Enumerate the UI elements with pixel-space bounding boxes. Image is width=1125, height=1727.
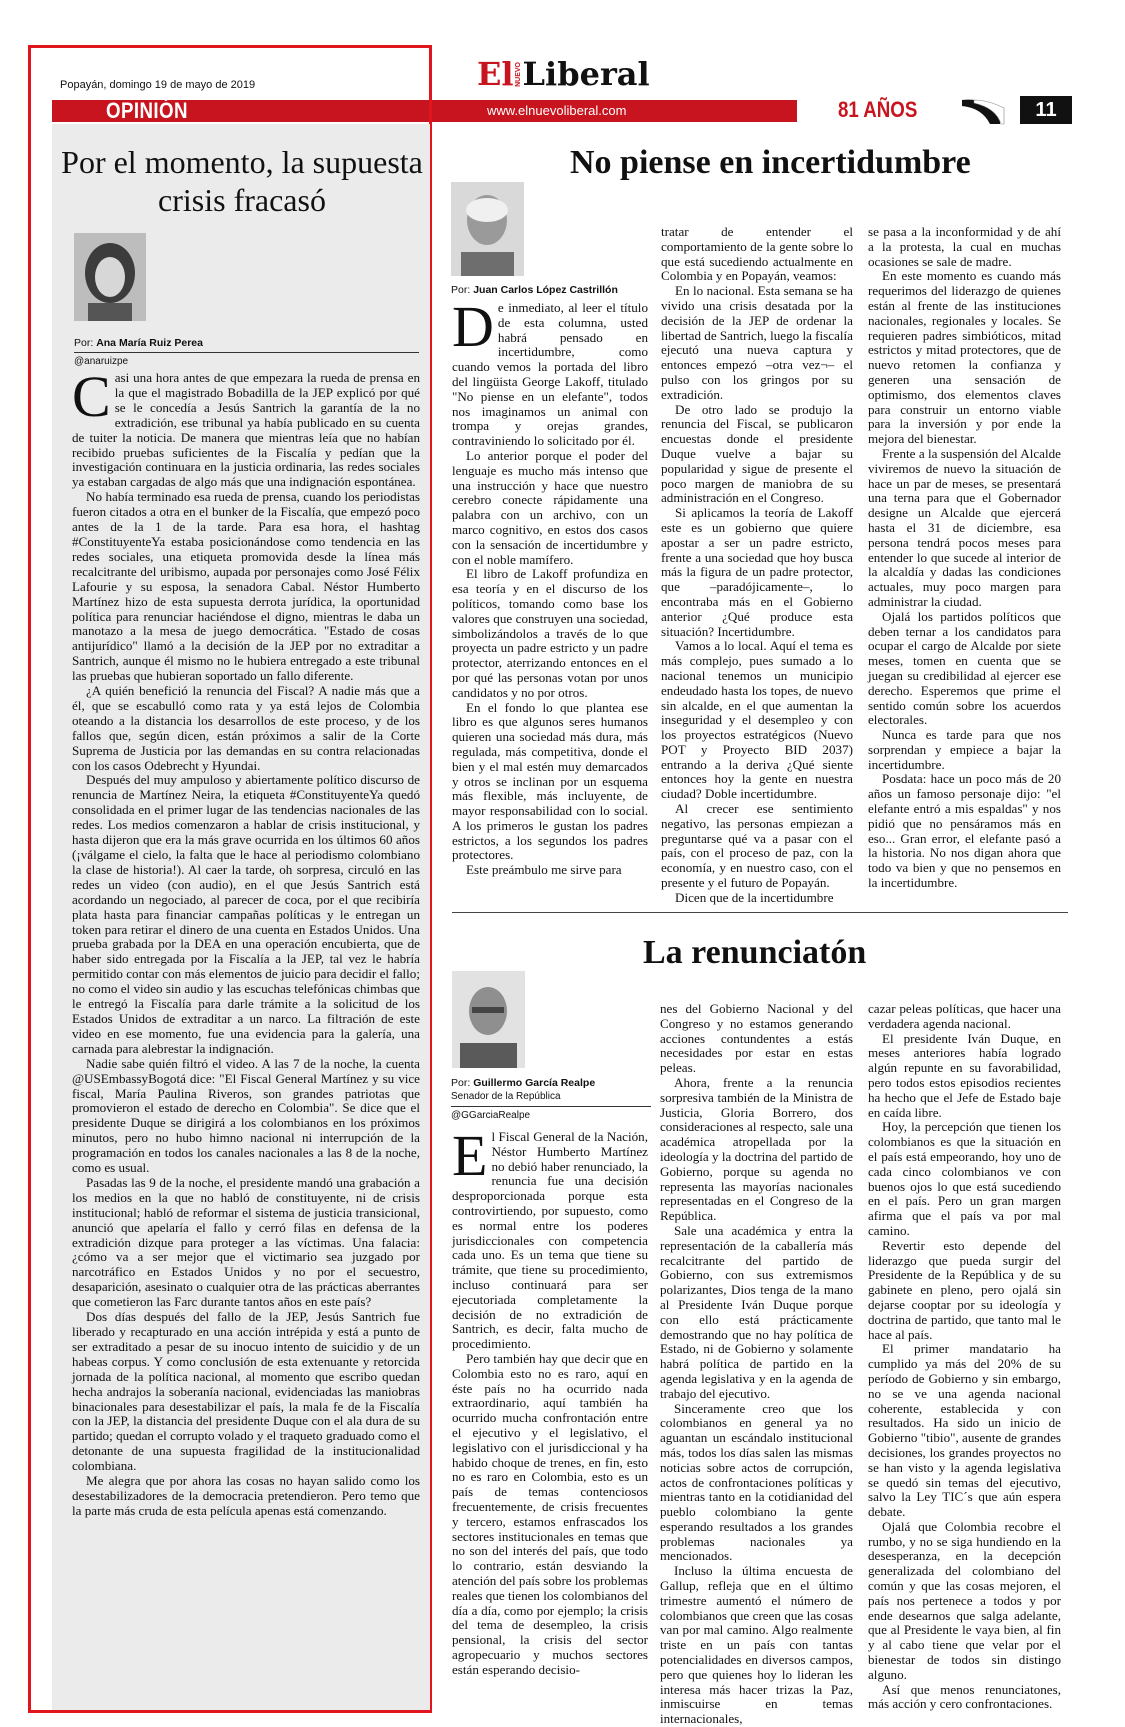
paragraph-text: Posdata: hace un poco más de 20 años un famoso personaje dijo: "el elefante entró a mis espaldas" y nos pidió que no pensáramos más en eso... Gran error, el elefante pasó a la historia. No nos digan ahora que todo va bien y que no pensemos en la incertidumbre. <box>868 771 1061 891</box>
paragraph-text: nes del Gobierno Nacional y del Congreso y no estamos generando acciones contundentes a estás necesidades por estar en estas peleas. <box>660 1001 853 1076</box>
paragraph-text: Me alegra que por ahora las cosas no hayan salido como los desestabilizadores de la democracia pretendieron. Pero temo que la parte más cruda de esta película apenas está comenzando. <box>72 1473 420 1518</box>
paragraph-text: En este momento es cuando más requerimos del liderazgo de quienes están al frente de las instituciones nacionales, regionales y locales. Se requieren padres simbióticos, mitad estrictos y mitad protectores, que de nuevo retomen la confianza y generen una sensación de optimismo, dos elementos claves para construir un entorno viable para la inversión y por ende la mejora del bienestar. <box>868 268 1061 447</box>
article2-column-3 <box>868 225 1061 903</box>
paragraph-text: ¿A quién benefició la renuncia del Fiscal? A nadie más que a él, que se escabulló como rata y ya está lejos de Colombia oteando a la distancia los desarrollos de este proceso, y de los fallos que, según dicen, están próximos a salir de la Corte Suprema de Justicia por las demandas en su contra relacionadas con los casos Odebrecht y Hyundai. <box>72 683 420 773</box>
author2-photo <box>451 182 524 276</box>
paragraph <box>868 1120 1061 1238</box>
article3-title: La renunciatón <box>643 934 867 971</box>
paragraph-text: Incluso la última encuesta de Gallup, refleja que en el último trimestre aumentó el número de colombianos que creen que las cosas van por mal camino. Algo realmente triste en un país con tantas potencialidades en diversos campos, pero que quienes hoy lo lideran les interesa más hacer trizas la Paz, inmiscuirse en temas internacionales, <box>660 1563 853 1727</box>
paragraph <box>72 684 420 773</box>
website-url[interactable]: www.elnuevoliberal.com <box>487 103 627 118</box>
paragraph-text: l Fiscal General de la Nación, Néstor Humberto Martínez no debió haber renunciado, la renuncia fue una decisión desproporcionada porque esta controvirtiendo, por supuesto, como es normal entre los poderes jurisdiccionales con competencia cada uno. Es un tema que tiene su trámite, que tiene su procedimiento, incluso continuará para ser ejecutoriada completamente la decisión de no extradición de Santrich, es decir, falta mucho de procedimiento. <box>452 1129 648 1352</box>
paragraph <box>868 772 1061 890</box>
paragraph-text: El primer mandatario ha cumplido ya más del 20% de su período de Gobierno y sin embargo, no se ve una agenda nacional coherente, establecida y con resultados. Ha sido un inicio de Gobierno "tibio", ausente de grandes decisiones, los grandes proyectos no se han visto y la agenda legislativa se quedó sin temas del ejecutivo, salvo la Ley TIC´s que aún espera debate. <box>868 1341 1061 1520</box>
drop-cap: E <box>452 1123 488 1188</box>
paragraph-text: Nadie sabe quién filtró el video. A las 7 de la noche, la cuenta @USEmbassyBogotá dice: "El Fiscal General Martínez y su vice fiscal, María Paulina Riveros, son grandes patriotas que promovieron el estado de derecho en Colombia". Se dice que el presidente Duque se dirigirá a los colombianos en los próximos minutos, pero no hubo himno nacional ni interrupción de la programación en todos los canales nacionales a las 8 de la noche, como es usual. <box>72 1055 420 1176</box>
paragraph <box>661 284 853 402</box>
paragraph <box>868 447 1061 610</box>
article3-column-1 <box>452 1123 648 1710</box>
paragraph <box>868 269 1061 447</box>
paragraph-text: Nunca es tarde para que nos sorprendan y empiece a bajar la incertidumbre. <box>868 727 1061 772</box>
article3-column-3 <box>868 1002 1061 1710</box>
byline-divider <box>451 1106 651 1107</box>
paragraph-text: Dicen que de la incertidumbre <box>675 889 834 905</box>
paragraph <box>660 1076 853 1224</box>
paragraph-text: Ojalá los partidos políticos que deben ternar a los candidatos para ocupar el cargo de Alcalde por siete meses, tomen en cuenta que se juegan su credibilidad al ejercer ese derecho. Esperemos que prime el sentido común sobre los acuerdos electorales. <box>868 608 1061 728</box>
article-separator <box>452 912 1068 913</box>
author1-photo <box>74 233 146 321</box>
paragraph-text: tratar de entender el comportamiento de la gente sobre lo que está sucediendo actualmente en Colombia y en Popayán, veamos: <box>661 224 853 284</box>
logo-el: El <box>477 55 514 93</box>
drop-cap: D <box>452 294 494 359</box>
paragraph-text: Sale una académica y entra la representación de la caballería más recalcitrante del partido de Gobierno, con sus extremismos polarizantes, Dios tenga de la mano al Presidente Iván Duque porque con ello está prácticamente demostrando que no hay política de Estado, ni de Gobierno y solamente habrá política de partido en la agenda legislativa y en la agenda de trabajo del ejecutivo. <box>660 1222 853 1401</box>
paragraph-text: Pero también hay que decir que en Colombia esto no es raro, aquí en éste país no ha ocurrido nada extraordinario, aquí también ha ocurrido mucha confrontación entre el ejecutivo y el legislativo, el legislativo con el jurisdiccional y ha habido choque de trenes, en fin, esto no es raro en Colombia, esto es un país de temas contenciosos frecuentemente, de crisis frecuentes y tercero, estamos enfrascados los sectores institucionales en temas que no son del interés del país, que todo lo contrario, están desviando la atención del país sobre los problemas reales que tienen los colombianos del día a día, como por ejemplo; la crisis del tema de desempleo, la crisis pensional, la crisis del sector agropecuario y muchos sectores están esperando decisio- <box>452 1350 648 1677</box>
paragraph-text: cazar peleas políticas, que hacer una verdadera agenda nacional. <box>868 1001 1061 1031</box>
article1-handle[interactable]: @anaruizpe <box>74 356 129 367</box>
paragraph <box>868 1002 1061 1032</box>
paragraph-text: En lo nacional. Esta semana se ha vivido una crisis desatada por la decisión de la JEP de ordenar la libertad de Santrich, luego la fiscalía ejecutó una nueva captura y entonces empezó –otra vez¬– el pulso con los gringos por su extradición. <box>661 283 853 402</box>
paragraph <box>868 1342 1061 1520</box>
paragraph-text: El presidente Iván Duque, en meses anteriores había logrado algún repunte en su favorabilidad, pero todos estos episodios recientes ha hecho que el Jefe de Estado baje en caída libre. <box>868 1030 1061 1120</box>
article1-byline <box>74 336 419 369</box>
paragraph <box>661 403 853 507</box>
paragraph <box>452 863 648 878</box>
paragraph-text: Este preámbulo me sirve para <box>466 862 622 878</box>
article1-title: Por el momento, la supuesta crisis fracasó <box>61 144 423 218</box>
article2-column-1 <box>452 294 648 903</box>
paragraph <box>452 1352 648 1678</box>
article1-author: Ana María Ruiz Perea <box>96 337 203 349</box>
paragraph <box>660 1224 853 1402</box>
paragraph <box>868 1683 1061 1713</box>
paragraph <box>72 1474 420 1519</box>
paragraph <box>452 449 648 567</box>
article2-title: No piense en incertidumbre <box>570 144 971 181</box>
paragraph <box>868 728 1061 772</box>
paragraph <box>660 1002 853 1076</box>
paragraph-text: De otro lado se produjo la renuncia del Fiscal, se publicaron encuestas donde el presidente Duque vuelve a bajar su popularidad y sigue de presente el poco margen de maniobra de su administración en el Congreso. <box>661 401 853 506</box>
anniversary-label: 81 AÑOS <box>838 97 918 122</box>
article3-byline <box>451 1076 651 1123</box>
paragraph-text: Si aplicamos la teoría de Lakoff este es un gobierno que quiere apostar a ser un padre estricto, frente a una sociedad que hoy busca más la figura de un padre protector, que –paradójicamente–, lo encontraba más en el Gobierno anterior ¿Qué produce esta situación? Incertidumbre. <box>661 505 853 639</box>
paragraph <box>72 773 420 1056</box>
paragraph-text: Ojalá que Colombia recobre el rumbo, y no se siga hundiendo en la desesperanza, en la decepción generalizada del colombiano del común y que las cosas mejoren, el país nos pertenece a todos y por ende desearnos que salga adelante, que al Presidente le vaya bien, al fin y al cabo tiene que velar por el bienestar de todos sin distingo alguno. <box>868 1518 1061 1682</box>
paragraph <box>660 1564 853 1727</box>
paragraph <box>868 1032 1061 1121</box>
paragraph <box>452 567 648 700</box>
byline-prefix: Por: <box>451 284 474 296</box>
article3-column-2 <box>660 1001 853 1727</box>
paragraph-text: En el fondo lo que plantea ese libro es que algunos seres humanos quieren una sociedad más dura, más regulada, más competitiva, donde el bien y el mal estén muy demarcados y otros se inclinan por un esquema más flexible, más incluyente, de mayor responsabilidad con lo social. A los primeros le gustan los padres estrictos, a los segundos los padres protectores. <box>452 699 648 863</box>
paragraph-text: El libro de Lakoff profundiza en esa teoría y en el discurso de los políticos, tomando como base los valores que construyen una sociedad, simbolizándolos a través de lo que proyecta un padre estricto y un padre protector, aterrizando entonces en el por qué las personas votan por unos candidatos y no por otros. <box>452 566 648 700</box>
author3-photo <box>452 971 525 1068</box>
paragraph <box>661 891 853 906</box>
byline-divider <box>74 352 419 353</box>
logo-nuevo: NUEVO <box>514 62 522 87</box>
paragraph <box>72 1310 420 1474</box>
paragraph <box>868 1520 1061 1683</box>
drop-cap: C <box>72 364 111 429</box>
paragraph-text: Lo anterior porque el poder del lenguaje es mucho más intenso que una instrucción y hace que nuestro cerebro conecte rápidamente una palabra con un archivo, con un marco cognitivo, en estos dos casos con la sensación de incertidumbre y con el noble mamífero. <box>452 447 648 567</box>
article2-column-2 <box>661 225 853 903</box>
article3-handle[interactable]: @GGarciaRealpe <box>451 1110 531 1121</box>
paragraph <box>661 506 853 639</box>
publication-date: Popayán, domingo 19 de mayo de 2019 <box>60 79 256 91</box>
paragraph <box>868 225 1061 269</box>
paragraph-text: Pasadas las 9 de la noche, el presidente mandó una grabación a los medios en la que no habló de constituyente, ni de crisis institucional; habló de reformar el sistema de justicia transicional, anunció que apelaría el fallo y cerró filas en defensa de la extradición dizque para proteger a las víctimas. Una falacia: ¿cómo va a ser mejor que el victimario sea juzgado por narcotráfico en Estados Unidos y no por el secuestro, desaparición, asesinato o cualquier otra de las prácticas aberrantes que cometieron las Farc durante tantos años en este país? <box>72 1174 420 1310</box>
paragraph <box>452 1123 648 1352</box>
paragraph-text: Frente a la suspensión del Alcalde viviremos de nuevo la situación de hace un par de meses, se presentará una terna para que el Gobernador designe un Alcalde que ejercerá hasta el 31 de diciembre, esa persona tendrá pocos meses para entender lo que sucede al interior de la alcaldía y dadas las condiciones actuales, muy poco margen para administrar la ciudad. <box>868 445 1061 609</box>
paragraph-text: Después del muy ampuloso y abiertamente político discurso de renuncia de Martínez Neira, la etiqueta #ConstituyenteYa quedó consolidada en el primer lugar de las tendencias nacionales de las redes. Los medios comenzaron a hablar de crisis institucional, y hasta dijeron que era la más grave ocurrida en los últimos 60 años (¡válgame el cielo, la falta que le hace al periodismo colombiano la clase de historia!). Al caer la tarde, oh sorpresa, circuló en las redes un video (con audio), en el que Jesús Santrich está acordando un negociado, al parecer de coca, por el que recibiría plata hasta para financiar campañas políticas y le entregan un token para retirar el dinero de una cuenta en Estados Unidos. Una prueba grabada por la DEA en una operación encubierta, que de haber sido entregada por la Fiscalía a la JEP, tal vez le habría permitido contar con más elementos de juicio para decidir el fallo; no como el video sin audio y las escuchas telefónicas chimbas que le entregó la Fiscalía para darle trámite a la solicitud de los Estados Unidos de extraditar a un narco. La filtración de este video en ese momento, fue una evidencia para la galería, una carnada para alebrestar la indignación. <box>72 772 420 1056</box>
paragraph-text: Sinceramente creo que los colombianos en general ya no aguantan un escándalo institucional más, todos los días salen las mismas noticias sobre actos de corrupción, actos de confrontaciones políticas y mientras tanto en la cotidianidad del pueblo colombiano la gente esperando resultados a los grandes problemas nacionales ya mencionados. <box>660 1400 853 1564</box>
page-number: 11 <box>1020 96 1072 124</box>
paragraph <box>868 1239 1061 1343</box>
paragraph <box>661 802 853 891</box>
paragraph <box>452 701 648 864</box>
article2-author: Juan Carlos López Castrillón <box>473 284 618 296</box>
paragraph <box>452 294 648 449</box>
paragraph <box>661 225 853 284</box>
paragraph <box>72 490 420 684</box>
paragraph-text: e inmediato, al leer el título de esta columna, usted habrá pensado en incertidumbre, como cuando vemos la portada del libro del lingüista George Lakoff, titulado "No piense en un elefante", todos nos imaginamos un animal con trompa y orejas grandes, contraviniendo lo solicitado por él. <box>452 300 648 449</box>
paragraph-text: Revertir esto depende del liderazgo que pueda surgir del Presidente de la República y de su gabinete en pleno, pero ojalá sin dejarse cooptar por su ideología y doctrina de partido, que tanto mal le hace al país. <box>868 1237 1061 1342</box>
paragraph <box>72 364 420 490</box>
paragraph <box>868 610 1061 728</box>
paragraph <box>661 639 853 802</box>
byline-prefix: Por: <box>451 1077 474 1089</box>
paragraph-text: Así que menos renunciatones, más acción y cero confrontaciones. <box>868 1681 1061 1712</box>
newspaper-logo <box>477 55 650 93</box>
paragraph-text: asi una hora antes de que empezara la rueda de prensa en la que el magistrado Bobadilla de la JEP explicó por qué se le concedía a Jesús Santrich la garantía de la no extradición, ese tribunal ya había publicado en su cuenta de tuiter la noticia. De manera que mientras leía que no habían recibido pruebas suficientes de la Fiscalía y pedían que la investigación continuara en la justicia ordinaria, las redes sociales ya estaban cargadas de algo más que una indignación espontánea. <box>72 370 420 490</box>
article3-author: Guillermo García Realpe <box>473 1077 596 1089</box>
paragraph-text: Vamos a lo local. Aquí el tema es más complejo, pues sumado a lo nacional tenemos un municipio endeudado hasta los topes, de nuevo sin alcalde, en el que aumentan la inseguridad y el desempleo y con los proyectos estratégicos (Nuevo POT y Proyecto BID 2037) entrando a la deriva ¿Qué siente entonces hoy la gente en nuestra ciudad? Doble incertidumbre. <box>661 638 853 802</box>
paragraph-text: Dos días después del fallo de la JEP, Jesús Santrich fue liberado y recapturado en una acción intrépida y está a punto de ser extraditado a pesar de su inocuo intento de suicidio y de un habeas corpus. Y como conclusión de esta extenuante y retorcida jornada de la política nacional, al momento que escribo quedan hecha andrajos la soberanía nacional, evidenciadas las maniobras binacionales para desestabilizar el país, la mala fe de la Fiscalía con la JEP, la distancia del presidente Duque con el ala dura de su partido; quedan el corrupto volado y el traqueto graduado como el detonante de una supuesta fragilidad de la institucionalidad colombiana. <box>72 1309 420 1474</box>
paragraph-text: Al crecer ese sentimiento negativo, las personas empiezan a preguntarse qué va a pasar con el país, con el proceso de paz, con la economía, y en nuestro caso, con el presente y el futuro de Popayán. <box>661 801 853 891</box>
paragraph <box>660 1402 853 1565</box>
paragraph-text: Hoy, la percepción que tienen los colombianos es que la situación en el país está empeorando, hoy uno de cada cinco colombianos ve con buenos ojos lo que está sucediendo en el país. Pero un gran margen afirma que el país va por mal camino. <box>868 1119 1061 1238</box>
paragraph-text: No había terminado esa rueda de prensa, cuando los periodistas fueron citados a otra en el bunker de la Fiscalía, que empezó poco antes de la 1 de la tarde. Para esa hora, el hashtag #ConstituyenteYa estaba posicionándose como tendencia en las redes sociales, una etiqueta promovida desde la línea más recalcitrante del uribismo, aupada por personajes como José Félix Lafourie y su esposa, la senadora Cabal. Néstor Humberto Martínez hizo de esta supuesta derrota jurídica, la oportunidad política para renunciar haciéndose el digno, mientras le daba un manotazo a la mesa de juego democrática. "Estado de cosas antijurídico" llamó a la decisión de la JEP por no extraditar a Santrich, aunque él mismo no le hubiera entregado a este tribunal las pruebas que hubieran soportado un fallo diferente. <box>72 489 420 684</box>
section-label: OPINIÓN <box>106 98 188 123</box>
byline-prefix: Por: <box>74 337 97 349</box>
paragraph-text: Ahora, frente a la renuncia sorpresiva también de la Ministra de Justicia, Gloria Borrero, dos consideraciones al respecto, sale una académica atropellada por la ideología y la doctrina del partido de Gobierno, porque su agenda no representa las mayorías nacionales representadas en el Congreso de la República. <box>660 1074 853 1224</box>
article1-body <box>72 364 420 1519</box>
paragraph <box>72 1176 420 1310</box>
article3-role: Senador de la República <box>451 1091 561 1102</box>
logo-liberal: Liberal <box>522 55 650 93</box>
paragraph-text: se pasa a la inconformidad y de ahí a la protesta, la cual en muchas ocasiones se sale de madre. <box>868 224 1061 269</box>
paragraph <box>72 1057 420 1176</box>
